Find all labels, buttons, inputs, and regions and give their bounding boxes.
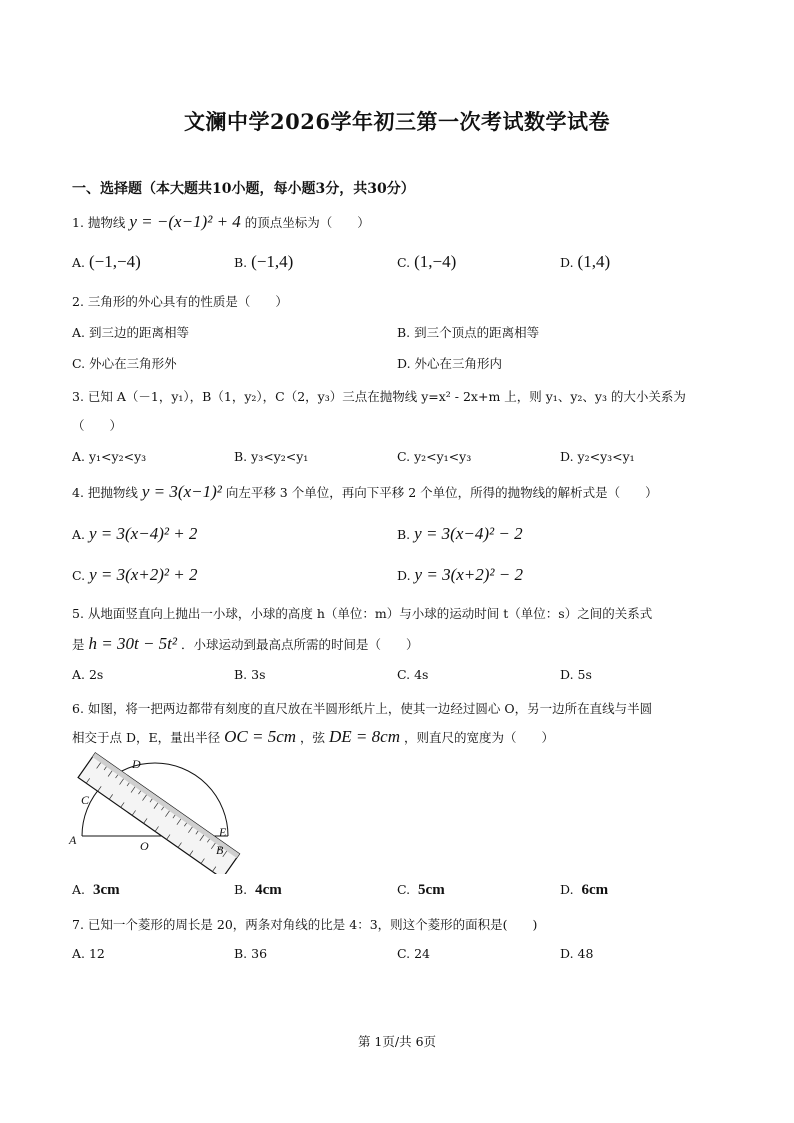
q1-option-b: B. (−1,4) — [234, 252, 294, 271]
page-footer: 第 1页/共 6页 — [357, 1034, 437, 1049]
q2-option-a: A. 到三边的距离相等 — [72, 325, 189, 340]
q4-option-b: B. y = 3(x−4)² − 2 — [397, 524, 523, 543]
q1-option-c: C. (1,−4) — [397, 252, 457, 271]
q1-option-a: A. (−1,−4) — [72, 252, 141, 271]
page-title: 文澜中学2026学年初三第一次考试数学试卷 — [184, 109, 610, 134]
q1-stem-pre: 1. 抛物线 — [72, 215, 126, 230]
question-4-stem: 4. 把抛物线 y = 3(x−1)² 向左平移 3 个单位，再向下平移 2 个单位，所得的抛物线的解析式是（ ） — [72, 482, 658, 501]
q4-option-d: D. y = 3(x+2)² − 2 — [397, 565, 523, 584]
q3-option-b: B. y₃<y₂<y₁ — [234, 449, 309, 464]
q6-formula-de: DE = 8cm — [329, 727, 400, 746]
q6-option-c: C. 5cm — [397, 882, 445, 898]
q5-option-b: B. 3s — [234, 667, 266, 682]
label-e: E — [219, 825, 227, 839]
question-6-line2: 相交于点 D，E，量出半径 OC = 5cm ，弦 DE = 8cm ，则直尺的宽度为（ ） — [72, 727, 554, 746]
q2-option-d: D. 外心在三角形内 — [397, 356, 503, 371]
q6-option-a: A. 3cm — [72, 882, 120, 898]
label-a: A — [69, 833, 77, 847]
q7-option-a: A. 12 — [72, 946, 105, 961]
q3-option-d: D. y₂<y₃<y₁ — [560, 449, 635, 464]
q7-option-d: D. 48 — [560, 946, 594, 961]
q1-option-d: D. (1,4) — [560, 252, 611, 271]
question-3-stem: 3. 已知 A（－1，y₁），B（1，y₂），C（2，y₃）三点在抛物线 y=x² - 2x+m 上，则 y₁、y₂、y₃ 的大小关系为 — [72, 389, 686, 404]
q5-option-a: A. 2s — [72, 667, 104, 682]
q5-formula: h = 30t − 5t² — [88, 634, 177, 653]
q6-option-d: D. 6cm — [560, 882, 609, 898]
q7-option-b: B. 36 — [234, 946, 268, 961]
q7-option-c: C. 24 — [397, 946, 430, 961]
q6-formula-oc: OC = 5cm — [224, 727, 297, 746]
label-c: C — [81, 793, 90, 807]
question-2-stem: 2. 三角形的外心具有的性质是（ ） — [72, 294, 288, 309]
q1-formula: y = −(x−1)² + 4 — [129, 212, 241, 231]
question-7-stem: 7. 已知一个菱形的周长是 20，两条对角线的比是 4：3，则这个菱形的面积是( ) — [72, 917, 538, 932]
q5-option-c: C. 4s — [397, 667, 429, 682]
question-1-stem — [72, 212, 370, 232]
q5-option-d: D. 5s — [560, 667, 592, 682]
q3-option-a: A. y₁<y₂<y₃ — [72, 449, 147, 464]
q1-stem-post: 的顶点坐标为（ ） — [244, 215, 370, 230]
q4-formula: y = 3(x−1)² — [141, 482, 222, 501]
semicircle-ruler-figure — [66, 752, 246, 874]
q6-option-b: B. 4cm — [234, 882, 282, 898]
label-o: O — [140, 839, 149, 853]
label-b: B — [216, 843, 224, 857]
label-d: D — [132, 757, 141, 771]
question-6-line1: 6. 如图，将一把两边都带有刻度的直尺放在半圆形纸片上，使其一边经过圆心 O，另一边所在直线与半圆 — [72, 701, 653, 716]
question-5-line2: 是 h = 30t − 5t² ．小球运动到最高点所需的时间是（ ） — [72, 634, 419, 653]
q2-option-b: B. 到三个顶点的距离相等 — [397, 325, 540, 340]
q4-option-c: C. y = 3(x+2)² + 2 — [72, 565, 198, 584]
q3-option-c: C. y₂<y₁<y₃ — [397, 449, 472, 464]
section-heading: 一、选择题（本大题共10小题，每小题3分，共30分） — [72, 181, 415, 197]
q4-option-a: A. y = 3(x−4)² + 2 — [72, 524, 198, 543]
q2-option-c: C. 外心在三角形外 — [72, 356, 177, 371]
question-5-line1: 5. 从地面竖直向上抛出一小球，小球的高度 h（单位：m）与小球的运动时间 t（单位：s）之间的关系式 — [72, 606, 653, 621]
question-3-stem-cont: （ ） — [72, 418, 123, 433]
